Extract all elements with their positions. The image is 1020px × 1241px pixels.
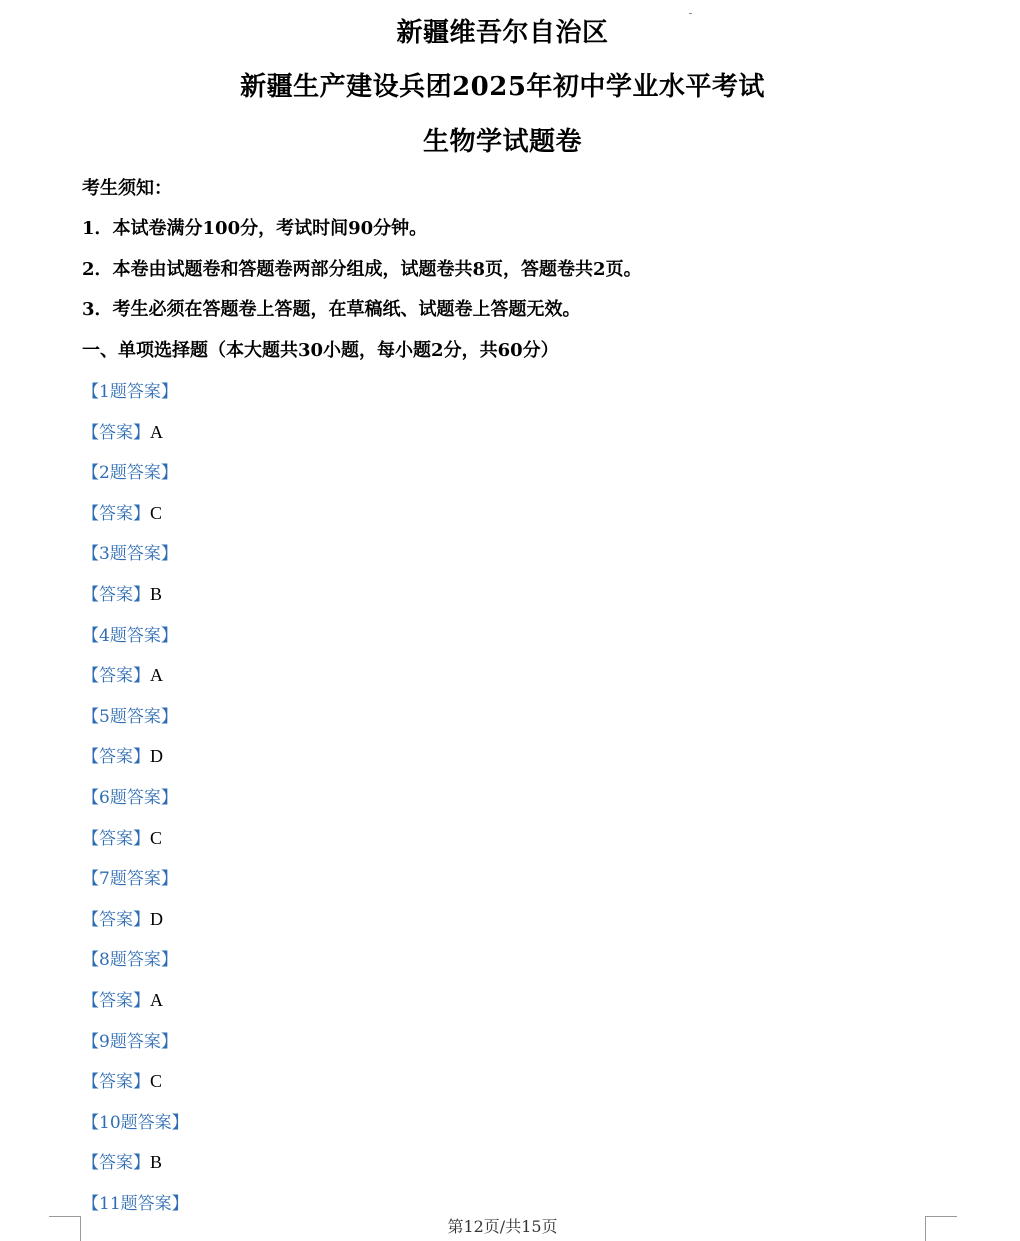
answer-line: [82, 499, 162, 524]
question-tag: 【11题答案】: [82, 1194, 189, 1214]
question-tag: 【4题答案】: [82, 626, 178, 646]
question-tag: 【7题答案】: [82, 869, 178, 889]
question-label: [82, 864, 178, 889]
notice-item-1: 1．本试卷满分100分，考试时间90分钟。: [82, 218, 428, 239]
question-label: [82, 621, 178, 646]
answer-tag: 【答案】: [82, 1072, 150, 1092]
answer-value: B: [150, 584, 163, 604]
question-label: [82, 1189, 189, 1214]
question-label: [82, 945, 178, 970]
answer-tag: 【答案】: [82, 991, 150, 1011]
question-tag: 【10题答案】: [82, 1113, 189, 1133]
question-tag: 【5题答案】: [82, 707, 178, 727]
answer-tag: 【答案】: [82, 423, 150, 443]
page-number: 第12页/共15页: [447, 1217, 558, 1236]
answer-value: C: [150, 1071, 163, 1091]
answer-line: [82, 580, 162, 605]
title-exam: 新疆生产建设兵团2025年初中学业水平考试: [240, 72, 765, 102]
notice-heading: 考生须知：: [82, 178, 172, 199]
notice-item-2: 2．本卷由试题卷和答题卷两部分组成，试题卷共8页，答题卷共2页。: [82, 259, 642, 280]
question-label: [82, 458, 178, 483]
answer-tag: 【答案】: [82, 829, 150, 849]
answer-value: C: [150, 503, 163, 523]
answer-tag: 【答案】: [82, 504, 150, 524]
answer-line: [82, 824, 162, 849]
question-tag: 【6题答案】: [82, 788, 178, 808]
answer-line: [82, 986, 163, 1011]
question-label: [82, 1108, 189, 1133]
notice-item-3: 3．考生必须在答题卷上答题，在草稿纸、试题卷上答题无效。: [82, 299, 581, 320]
question-label: [82, 377, 178, 402]
answer-line: [82, 742, 163, 767]
question-label: [82, 539, 178, 564]
title-region: 新疆维吾尔自治区: [396, 18, 609, 48]
question-tag: 【1题答案】: [82, 382, 178, 402]
answer-value: C: [150, 828, 163, 848]
answer-value: A: [150, 990, 163, 1010]
answer-tag: 【答案】: [82, 747, 150, 767]
answer-line: [82, 1148, 162, 1173]
answer-value: D: [150, 746, 163, 766]
question-label: [82, 783, 178, 808]
answer-value: B: [150, 1152, 163, 1172]
question-label: [82, 1027, 178, 1052]
question-tag: 【8题答案】: [82, 950, 178, 970]
answer-line: [82, 905, 163, 930]
answer-line: [82, 1067, 162, 1092]
question-label: [82, 702, 178, 727]
answer-tag: 【答案】: [82, 585, 150, 605]
answer-tag: 【答案】: [82, 910, 150, 930]
question-tag: 【2题答案】: [82, 463, 178, 483]
answer-line: [82, 661, 163, 686]
question-tag: 【3题答案】: [82, 544, 178, 564]
answer-tag: 【答案】: [82, 1153, 150, 1173]
answer-value: A: [150, 422, 163, 442]
question-tag: 【9题答案】: [82, 1032, 178, 1052]
answer-line: [82, 418, 163, 443]
answer-value: D: [150, 909, 163, 929]
section-heading: 一、单项选择题（本大题共30小题，每小题2分，共60分）: [82, 340, 559, 361]
title-subject: 生物学试题卷: [422, 127, 582, 157]
answer-tag: 【答案】: [82, 666, 150, 686]
answer-value: A: [150, 665, 163, 685]
